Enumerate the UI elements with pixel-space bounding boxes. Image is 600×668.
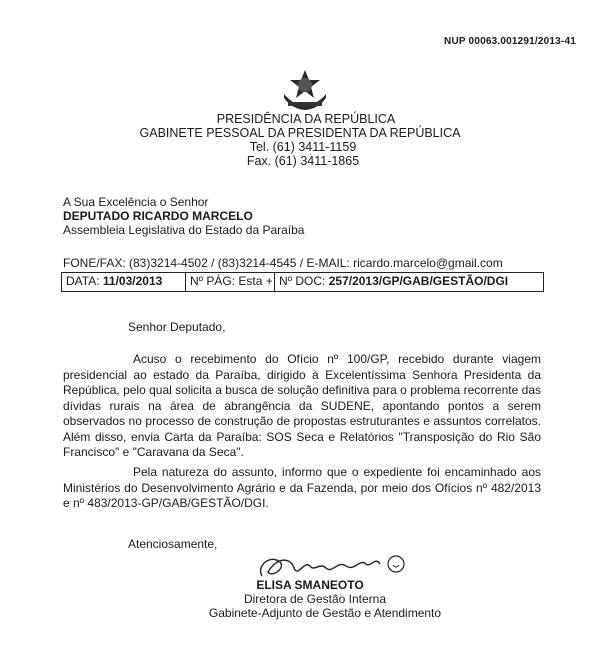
body-paragraph-1: Acuso o recebimento do Ofício nº 100/GP, recebido durante viagem presidencial ao estado da Paraíba, dirigido à Excelentíssima Senhora Presidenta da República, pelo qual solicita a busca de solução definitiva para o problema recorrente das dívidas rurais na área de abrangência da SUDENE, apontando pontos a serem observados no processo de construção de propostas estruturantes e assuntos correlatos. Além disso, envia Carta da Paraíba: SOS Seca e Relatórios "Transposição do Rio São Francisco" e "Caravana da Seca". <box>63 352 541 459</box>
addressee-name: DEPUTADO RICARDO MARCELO <box>63 209 253 223</box>
doc-number-cell <box>275 273 543 291</box>
letterhead-subtitle: GABINETE PESSOAL DA PRESIDENTA DA REPÚBLICA <box>139 126 461 140</box>
body-paragraph-2: Pela natureza do assunto, informo que o expediente foi encaminhado aos Ministérios do Desenvolvimento Agrário e da Fazenda, por meio dos Ofícios nº 482/2013 e nº 483/2013-GP/GAB/GESTÃO/DGI. <box>63 465 541 510</box>
greeting: Senhor Deputado, <box>128 320 226 334</box>
letterhead <box>0 112 600 168</box>
nup-number: NUP 00063.001291/2013-41 <box>444 36 576 47</box>
document-info-box <box>61 272 544 292</box>
signer-role: Diretora de Gestão Interna <box>243 592 387 606</box>
letterhead-fax: Fax. (61) 3411-1865 <box>246 154 360 168</box>
pages-cell <box>186 273 275 291</box>
addressee-salutation: A Sua Excelência o Senhor <box>63 195 209 209</box>
date-label: DATA: <box>66 274 103 288</box>
doc-value: 257/2013/GP/GAB/GESTÃO/DGI <box>328 274 509 288</box>
coat-of-arms-emblem <box>280 68 330 112</box>
addressee-institution: Assembleia Legislativa do Estado da Paraíba <box>63 223 305 237</box>
pages-value: Esta + <box>238 274 273 288</box>
letterhead-phone: Tel. (61) 3411-1159 <box>249 140 357 154</box>
date-value: 11/03/2013 <box>102 274 163 288</box>
addressee-block <box>63 195 304 237</box>
closing: Atenciosamente, <box>128 537 218 551</box>
signer-name: ELISA SMANEOTO <box>256 578 364 592</box>
signer-block <box>0 578 600 620</box>
signer-office: Gabinete-Adjunto de Gestão e Atendimento <box>208 606 442 620</box>
pages-label: Nº PÁG: <box>190 274 239 288</box>
contact-line: FONE/FAX: (83)3214-4502 / (83)3214-4545 / E-MAIL: ricardo.marcelo@gmail.com <box>63 256 503 270</box>
date-cell <box>62 273 186 291</box>
doc-label: Nº DOC: <box>279 274 329 288</box>
letterhead-title: PRESIDÊNCIA DA REPÚBLICA <box>216 112 396 126</box>
